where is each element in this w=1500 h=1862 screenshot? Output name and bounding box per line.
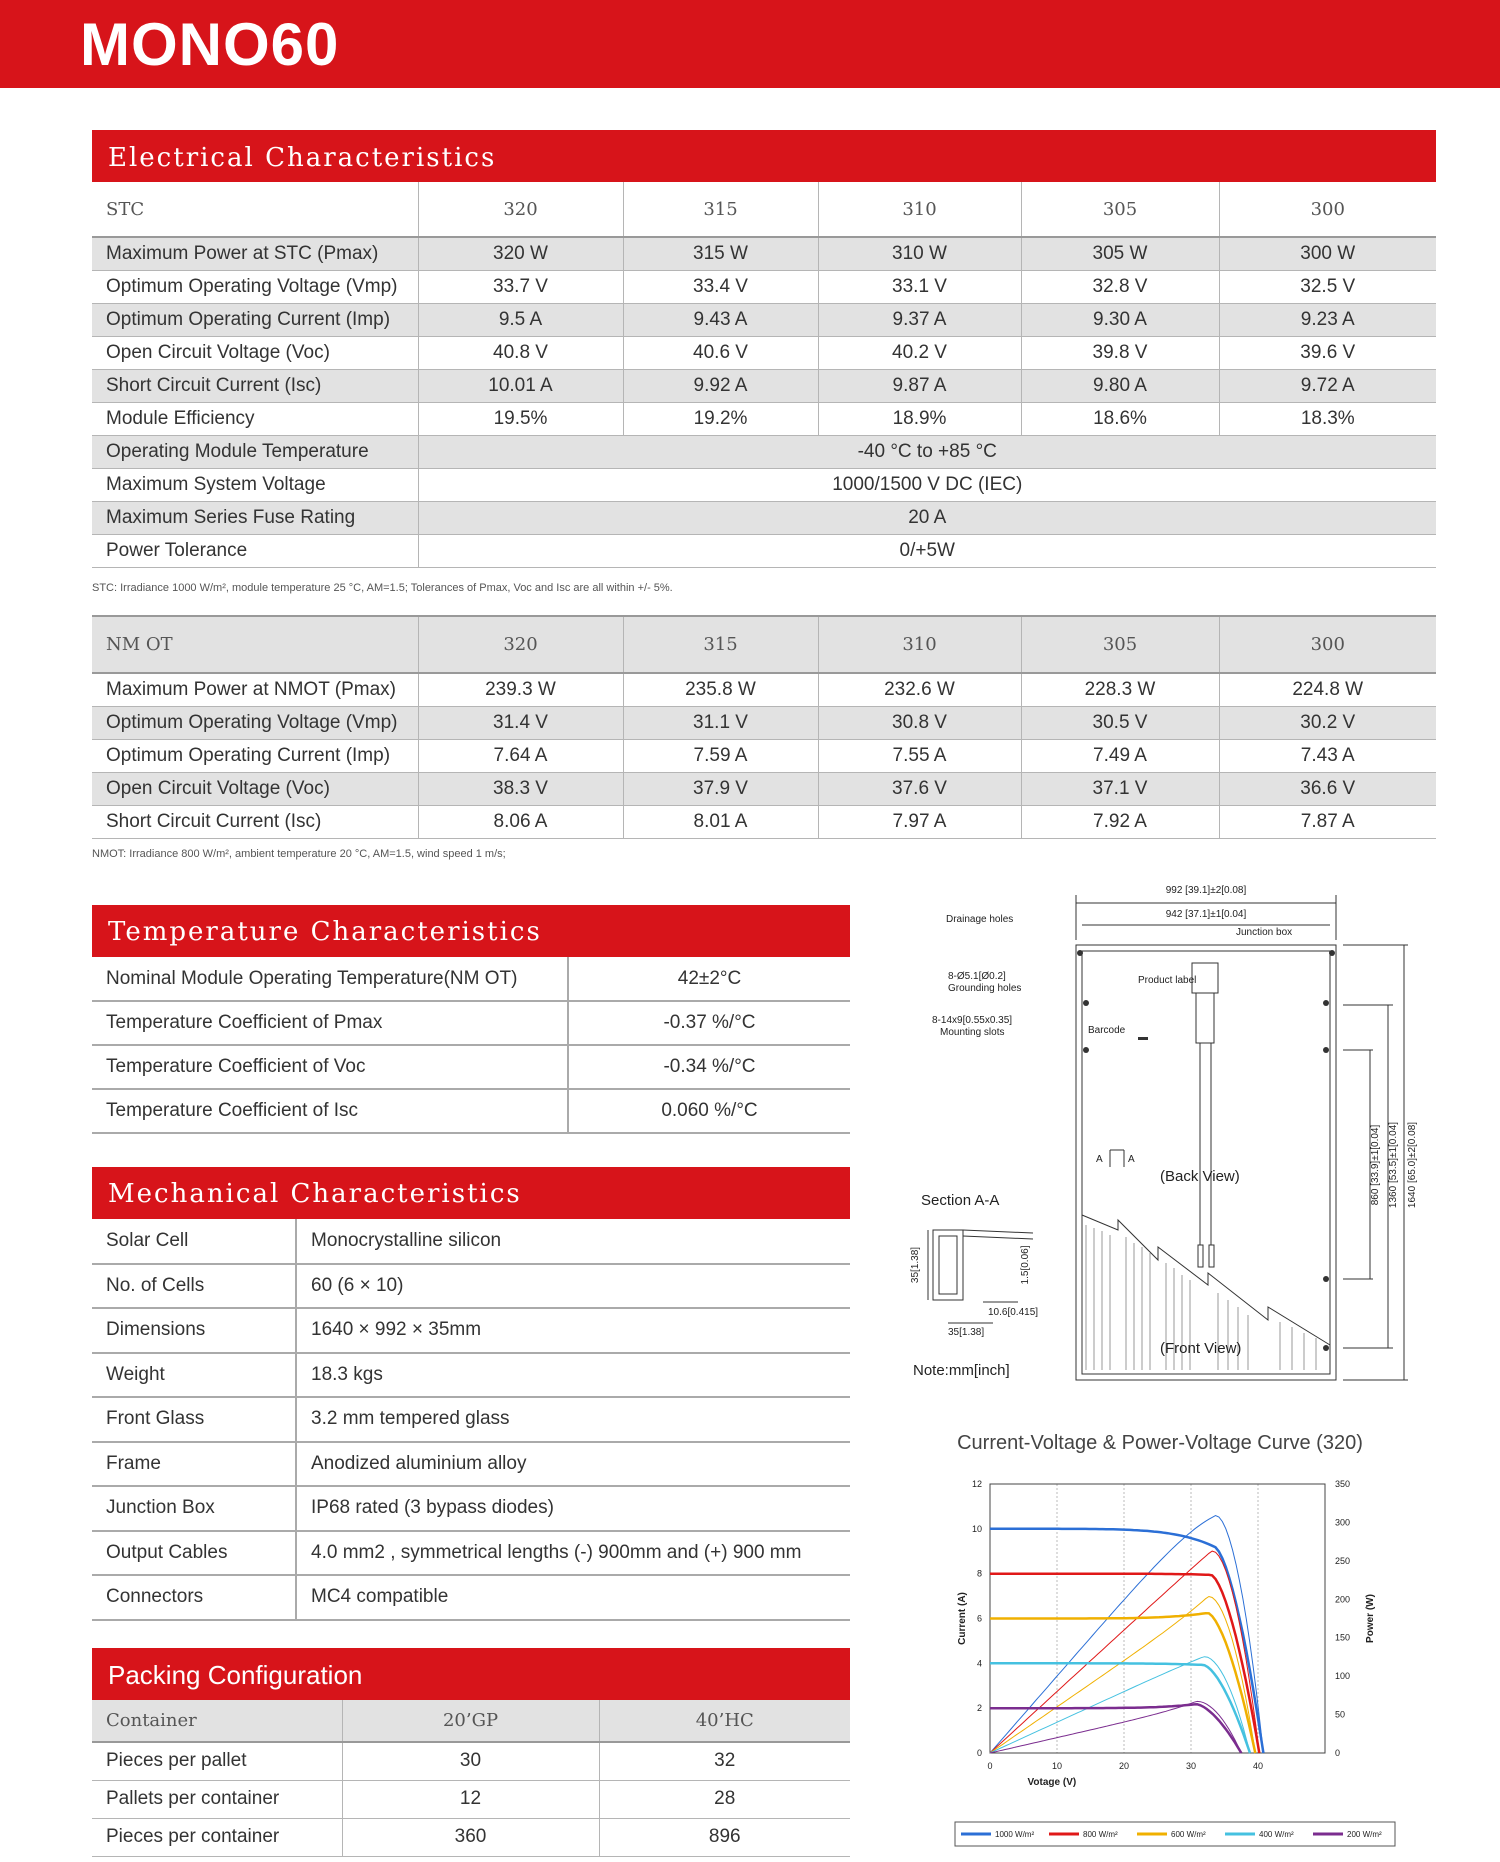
row-label: Open Circuit Voltage (Voc) (92, 772, 418, 805)
x-tick-label: 40 (1252, 1761, 1264, 1771)
row-label: Optimum Operating Voltage (Vmp) (92, 706, 418, 739)
row-label: Operating Module Temperature (92, 435, 418, 468)
y2-tick-label: 200 (1335, 1594, 1351, 1605)
row-value: 36.6 V (1219, 772, 1436, 805)
column-header: 300 (1219, 182, 1436, 237)
note-units: Note:mm[inch] (913, 1362, 1010, 1379)
nmot-note: NMOT: Irradiance 800 W/m², ambient temperature 20 °C, AM=1.5, wind speed 1 m/s; (92, 848, 506, 860)
section-title: Section A-A (921, 1192, 1000, 1209)
y2-tick-label: 300 (1335, 1517, 1351, 1528)
y2-tick-label: 250 (1335, 1555, 1351, 1566)
row-label: Optimum Operating Voltage (Vmp) (92, 270, 418, 303)
y2-tick-label: 150 (1335, 1632, 1351, 1643)
row-label: Temperature Coefficient of Pmax (92, 1001, 568, 1045)
row-value: 7.55 A (818, 739, 1021, 772)
product-label-label: Product label (1138, 975, 1197, 986)
dim-942: 942 [37.1]±1[0.04] (1165, 909, 1247, 920)
column-header: Container (92, 1700, 342, 1742)
table-row (92, 303, 1436, 336)
row-value: 33.4 V (623, 270, 818, 303)
section-dim-15: 1.5[0.06] (1020, 1245, 1031, 1285)
row-value: 232.6 W (818, 673, 1021, 706)
row-label: Dimensions (92, 1308, 296, 1353)
table-row (92, 1353, 850, 1398)
row-value: 28 (599, 1780, 850, 1818)
row-value: -40 °C to +85 °C (418, 435, 1436, 468)
row-value: 228.3 W (1021, 673, 1219, 706)
y-tick-label: 12 (971, 1479, 982, 1489)
y-tick-label: 10 (971, 1523, 982, 1534)
row-value: 60 (6 × 10) (296, 1264, 850, 1309)
table-row (92, 805, 1436, 838)
row-label: Power Tolerance (92, 534, 418, 567)
row-value: 18.9% (818, 402, 1021, 435)
row-value: 7.49 A (1021, 739, 1219, 772)
row-value: 8.01 A (623, 805, 818, 838)
legend-label: 200 W/m² (1347, 1830, 1382, 1839)
table-row (92, 739, 1436, 772)
table-row (92, 1531, 850, 1576)
table-row (92, 1001, 850, 1045)
column-header: STC (92, 182, 418, 237)
row-value: 30.8 V (818, 706, 1021, 739)
row-value: 239.3 W (418, 673, 623, 706)
row-value: 9.23 A (1219, 303, 1436, 336)
table-row (92, 1219, 850, 1264)
table-row (92, 1089, 850, 1133)
row-value: 7.97 A (818, 805, 1021, 838)
row-label: Optimum Operating Current (Imp) (92, 739, 418, 772)
column-header: 315 (623, 616, 818, 673)
column-header: 310 (818, 616, 1021, 673)
stc-note: STC: Irradiance 1000 W/m², module temperature 25 °C, AM=1.5; Tolerances of Pmax, Voc and Isc are all within +/- 5%. (92, 582, 673, 594)
row-value: 1640 × 992 × 35mm (296, 1308, 850, 1353)
row-label: Temperature Coefficient of Isc (92, 1089, 568, 1133)
row-value: Monocrystalline silicon (296, 1219, 850, 1264)
module-drawing (888, 875, 1428, 1395)
table-row (92, 1442, 850, 1487)
y-tick-label: 8 (976, 1568, 982, 1579)
column-header: NM OT (92, 616, 418, 673)
row-label: Maximum Series Fuse Rating (92, 501, 418, 534)
dim-1360: 1360 [53.5]±1[0.04] (1388, 1121, 1399, 1209)
table-row (92, 1818, 850, 1856)
row-label: Temperature Coefficient of Voc (92, 1045, 568, 1089)
row-label: Open Circuit Voltage (Voc) (92, 336, 418, 369)
row-value: 38.3 V (418, 772, 623, 805)
row-value: 37.6 V (818, 772, 1021, 805)
table-row (92, 1045, 850, 1089)
packing-table (92, 1700, 850, 1857)
table-row (92, 957, 850, 1001)
row-value: 30 (342, 1742, 599, 1780)
row-value: 7.43 A (1219, 739, 1436, 772)
legend-label: 800 W/m² (1083, 1830, 1118, 1839)
packing-heading: Packing Configuration (108, 1660, 363, 1690)
x-tick-label: 10 (1051, 1761, 1063, 1771)
row-label: Pallets per container (92, 1780, 342, 1818)
row-label: Optimum Operating Current (Imp) (92, 303, 418, 336)
table-row (92, 1780, 850, 1818)
row-value: 30.2 V (1219, 706, 1436, 739)
x-tick-label: 20 (1118, 1761, 1130, 1771)
row-value: 305 W (1021, 237, 1219, 270)
row-label: Maximum System Voltage (92, 468, 418, 501)
drainage-holes-label: Drainage holes (946, 914, 1014, 925)
row-value: 9.37 A (818, 303, 1021, 336)
row-value: IP68 rated (3 bypass diodes) (296, 1486, 850, 1531)
row-value: 0/+5W (418, 534, 1436, 567)
chart-title: Current-Voltage & Power-Voltage Curve (320) (957, 1432, 1363, 1454)
table-row (92, 237, 1436, 270)
table-row (92, 336, 1436, 369)
row-label: Front Glass (92, 1397, 296, 1442)
row-value: 18.3% (1219, 402, 1436, 435)
table-row (92, 468, 1436, 501)
iv-chart-svg (945, 1462, 1425, 1862)
row-value: 9.92 A (623, 369, 818, 402)
column-header: 305 (1021, 616, 1219, 673)
electrical-heading: Electrical Characteristics (108, 143, 497, 173)
table-row (92, 369, 1436, 402)
row-value: 19.5% (418, 402, 623, 435)
row-value: 19.2% (623, 402, 818, 435)
row-value: -0.34 %/°C (568, 1045, 850, 1089)
table-row (92, 772, 1436, 805)
table-row (92, 673, 1436, 706)
row-value: 3.2 mm tempered glass (296, 1397, 850, 1442)
row-value: 7.92 A (1021, 805, 1219, 838)
table-row (92, 534, 1436, 567)
row-value: 360 (342, 1818, 599, 1856)
mounting-dim: 8-14x9[0.55x0.35] (932, 1015, 1013, 1026)
row-value: 310 W (818, 237, 1021, 270)
iv-curve (990, 1613, 1255, 1753)
row-label: Maximum Power at STC (Pmax) (92, 237, 418, 270)
row-value: 7.59 A (623, 739, 818, 772)
row-label: Frame (92, 1442, 296, 1487)
x-tick-label: 30 (1185, 1761, 1197, 1771)
row-value: 1000/1500 V DC (IEC) (418, 468, 1436, 501)
row-value: 33.7 V (418, 270, 623, 303)
dim-860: 860 [33.9]±1[0.04] (1370, 1124, 1381, 1206)
row-label: Short Circuit Current (Isc) (92, 805, 418, 838)
temperature-heading-bar (92, 905, 850, 957)
row-label: Weight (92, 1353, 296, 1398)
row-value: 32.5 V (1219, 270, 1436, 303)
mounting-label: Mounting slots (940, 1027, 1005, 1038)
y2-tick-label: 0 (1335, 1748, 1341, 1758)
row-value: 224.8 W (1219, 673, 1436, 706)
row-label: Pieces per pallet (92, 1742, 342, 1780)
row-value: 4.0 mm2 , symmetrical lengths (-) 900mm and (+) 900 mm (296, 1531, 850, 1576)
row-value: 7.64 A (418, 739, 623, 772)
y-tick-label: 6 (976, 1613, 982, 1624)
row-value: 37.1 V (1021, 772, 1219, 805)
row-value: 31.4 V (418, 706, 623, 739)
row-value: Anodized aluminium alloy (296, 1442, 850, 1487)
row-value: 300 W (1219, 237, 1436, 270)
row-label: Output Cables (92, 1531, 296, 1576)
table-row (92, 1575, 850, 1620)
y-axis-label: Current (A) (957, 1592, 968, 1645)
row-label: Nominal Module Operating Temperature(NM OT) (92, 957, 568, 1001)
column-header: 305 (1021, 182, 1219, 237)
legend-label: 600 W/m² (1171, 1830, 1206, 1839)
row-label: Solar Cell (92, 1219, 296, 1264)
column-header: 40’HC (599, 1700, 850, 1742)
temperature-table (92, 957, 850, 1134)
column-header: 310 (818, 182, 1021, 237)
row-value: 42±2°C (568, 957, 850, 1001)
row-value: 20 A (418, 501, 1436, 534)
y2-tick-label: 100 (1335, 1671, 1351, 1682)
column-header: 20’GP (342, 1700, 599, 1742)
row-value: 32 (599, 1742, 850, 1780)
column-header: 320 (418, 616, 623, 673)
table-row (92, 706, 1436, 739)
row-value: 12 (342, 1780, 599, 1818)
section-dim-106: 10.6[0.415] (988, 1307, 1039, 1318)
y2-tick-label: 350 (1335, 1479, 1351, 1489)
section-dim-35v: 35[1.38] (910, 1246, 921, 1284)
back-view-label: (Back View) (1160, 1168, 1240, 1185)
row-label: Maximum Power at NMOT (Pmax) (92, 673, 418, 706)
row-value: 0.060 %/°C (568, 1089, 850, 1133)
row-label: Junction Box (92, 1486, 296, 1531)
row-value: 235.8 W (623, 673, 818, 706)
grounding-dim: 8-Ø5.1[Ø0.2] (948, 971, 1006, 982)
row-value: 40.2 V (818, 336, 1021, 369)
table-row (92, 1308, 850, 1353)
row-value: 9.87 A (818, 369, 1021, 402)
front-view-label: (Front View) (1160, 1340, 1242, 1357)
row-value: 320 W (418, 237, 623, 270)
electrical-heading-bar (92, 130, 1436, 182)
row-label: No. of Cells (92, 1264, 296, 1309)
row-value: 9.72 A (1219, 369, 1436, 402)
y2-tick-label: 50 (1335, 1709, 1346, 1720)
y-tick-label: 2 (976, 1703, 982, 1714)
row-value: 40.6 V (623, 336, 818, 369)
row-value: -0.37 %/°C (568, 1001, 850, 1045)
mechanical-heading-bar (92, 1167, 850, 1219)
row-value: 896 (599, 1818, 850, 1856)
table-header (92, 616, 1436, 673)
table-row (92, 402, 1436, 435)
y2-axis-label: Power (W) (1365, 1594, 1376, 1643)
row-value: 315 W (623, 237, 818, 270)
table-header (92, 182, 1436, 237)
y-tick-label: 4 (976, 1658, 982, 1669)
table-row (92, 435, 1436, 468)
row-value: 37.9 V (623, 772, 818, 805)
grounding-label: Grounding holes (948, 983, 1022, 994)
legend-label: 1000 W/m² (995, 1830, 1035, 1839)
row-value: 9.80 A (1021, 369, 1219, 402)
row-value: 39.8 V (1021, 336, 1219, 369)
table-row (92, 270, 1436, 303)
iv-chart (945, 1462, 1425, 1862)
row-label: Short Circuit Current (Isc) (92, 369, 418, 402)
barcode-label: Barcode (1088, 1025, 1126, 1036)
row-value: 31.1 V (623, 706, 818, 739)
table-header (92, 1700, 850, 1742)
table-row (92, 501, 1436, 534)
dim-992: 992 [39.1]±2[0.08] (1165, 885, 1247, 896)
row-value: 33.1 V (818, 270, 1021, 303)
row-value: 32.8 V (1021, 270, 1219, 303)
table-row (92, 1397, 850, 1442)
row-label: Module Efficiency (92, 402, 418, 435)
column-header: 320 (418, 182, 623, 237)
iv-curve (990, 1704, 1241, 1753)
table-row (92, 1264, 850, 1309)
mechanical-table (92, 1219, 850, 1621)
row-value: 18.3 kgs (296, 1353, 850, 1398)
x-tick-label: 0 (987, 1761, 993, 1771)
row-value: 8.06 A (418, 805, 623, 838)
row-value: 7.87 A (1219, 805, 1436, 838)
row-value: 40.8 V (418, 336, 623, 369)
row-label: Connectors (92, 1575, 296, 1620)
dim-1640: 1640 [65.0]±2[0.08] (1407, 1121, 1418, 1209)
temperature-heading: Temperature Characteristics (108, 917, 542, 947)
electrical-table (92, 182, 1436, 568)
nmot-table (92, 615, 1436, 839)
panel-outline (1076, 945, 1336, 1380)
row-value: 39.6 V (1219, 336, 1436, 369)
table-row (92, 1742, 850, 1780)
pv-curve (990, 1551, 1259, 1753)
column-header: 300 (1219, 616, 1436, 673)
row-value: 9.43 A (623, 303, 818, 336)
section-dim-35h: 35[1.38] (948, 1327, 985, 1338)
title-bar (0, 0, 1500, 88)
column-header: 315 (623, 182, 818, 237)
row-value: 30.5 V (1021, 706, 1219, 739)
row-value: MC4 compatible (296, 1575, 850, 1620)
row-label: Pieces per container (92, 1818, 342, 1856)
y-tick-label: 0 (976, 1748, 982, 1758)
packing-heading-bar (92, 1648, 850, 1700)
row-value: 10.01 A (418, 369, 623, 402)
product-title: MONO60 (80, 11, 340, 78)
mechanical-heading: Mechanical Characteristics (108, 1179, 522, 1209)
table-row (92, 1486, 850, 1531)
junction-box-label: Junction box (1236, 927, 1293, 938)
row-value: 18.6% (1021, 402, 1219, 435)
section-a-right: A (1128, 1154, 1135, 1165)
x-axis-label: Votage (V) (1027, 1777, 1077, 1788)
section-a-left: A (1096, 1154, 1103, 1165)
legend-label: 400 W/m² (1259, 1830, 1294, 1839)
row-value: 9.5 A (418, 303, 623, 336)
row-value: 9.30 A (1021, 303, 1219, 336)
